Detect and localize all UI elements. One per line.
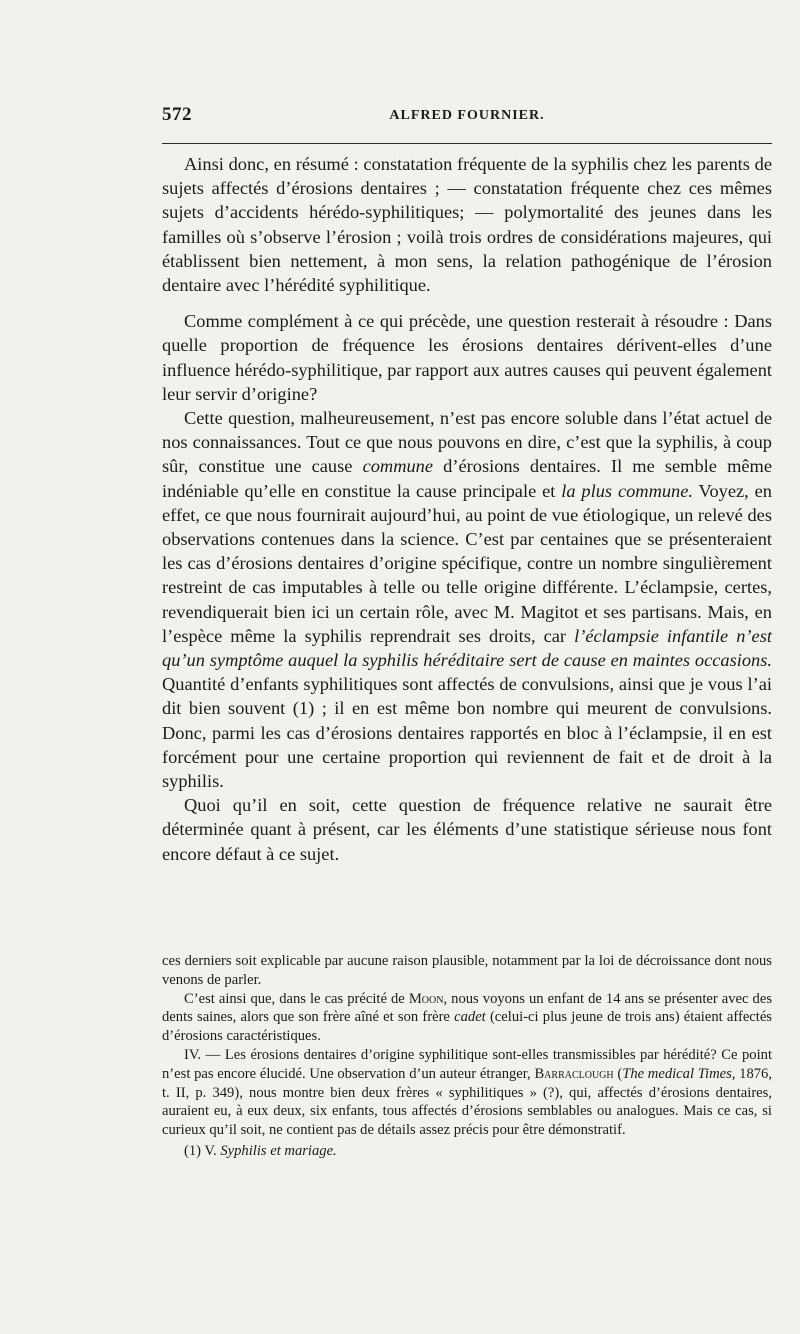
paragraph-answer <box>162 406 772 793</box>
text-span: (celui-ci plus jeune de trois ans) étaient affectés d’érosions caractéristiques. <box>162 1009 772 1045</box>
main-text <box>162 152 772 866</box>
note-section-iv <box>162 1046 772 1140</box>
text-span: Voyez, en effet, ce que nous fournirait aujourd’hui, au point de vue étiologique, un relevé des observations contenues dans la science. C’est par centaines que se présenteraient les cas d’érosions dentaires d’origine spécifique, contre un nombre singulièrement restreint de cas imputables à telle ou telle origine différente. L’éclampsie, certes, revendiquerait bien ici un certain rôle, avec M. Magitot et ses partisans. Mais, en l’espèce même la syphilis reprendrait ses droits, car <box>162 480 772 646</box>
note-continuation: ces derniers soit explicable par aucune raison plausible, notamment par la loi de décroissance dont nous venons de parler. <box>162 953 772 988</box>
text-span: C’est ainsi que, dans le cas précité de <box>184 990 409 1007</box>
footnote-title: Syphilis et mariage. <box>220 1142 337 1159</box>
footnote-marker: (1) V. <box>184 1142 221 1159</box>
text-span: Cette question, malheureusement, n’est pas encore soluble dans l’état actuel de nos connaissances. Tout ce que nous pouvons en dire, c’est que la syphilis, à coup sûr, constitue une cause <box>162 408 772 477</box>
running-head <box>162 104 772 134</box>
text-span: d’érosions dentaires. Il me semble même indéniable qu’elle en constitue la cause principale et <box>162 456 772 501</box>
text-span: ( <box>613 1065 623 1082</box>
notes-section <box>162 952 772 1161</box>
emphasis: l’éclampsie infantile n’est qu’un symptôme auquel la syphilis héréditaire sert de cause en maintes occasions. <box>162 625 772 671</box>
emphasis: la plus commune. <box>561 480 694 501</box>
text-span: , nous voyons un enfant de 14 ans se présenter avec des dents saines, alors que son frère aîné et son frère <box>162 990 772 1026</box>
text-span: Quantité d’enfants syphilitiques sont affectés de convulsions, ainsi que je vous l’ai dit bien souvent (1) ; il en est même bon nombre qui meurent de convulsions. Donc, parmi les cas d’érosions dentaires rapportés en bloc à l’éclampsie, il en est forcément pour une certaine proportion qui reviennent de fait et de droit à la syphilis. <box>162 674 772 792</box>
emphasis: commune <box>362 456 434 477</box>
emphasis: cadet <box>454 1009 486 1026</box>
author-name: Barraclough <box>534 1065 614 1082</box>
page-number: 572 <box>162 104 192 125</box>
text-span: IV. — Les érosions dentaires d’origine syphilitique sont-elles transmissibles par hérédité? Ce point n’est pas encore élucidé. Une observation d’un auteur étranger, <box>162 1046 772 1082</box>
paragraph-conclusion: Quoi qu’il en soit, cette question de fréquence relative ne saurait être déterminée quant à présent, car les éléments d’une statistique sérieuse nous font encore défaut à ce sujet. <box>162 795 772 864</box>
footnote <box>162 1142 772 1161</box>
paragraph-summary: Ainsi donc, en résumé : constatation fréquente de la syphilis chez les parents de sujets affectés d’érosions dentaires ; — constatation fréquente chez ces mêmes sujets d’accidents hérédo-syphilitiques; — polymortalité des jeunes dans les familles où s’observe l’érosion ; voilà trois ordres de considérations majeures, qui établissent bien nettement, à mon sens, la relation pathogénique de l’érosion dentaire avec l’hérédité syphilitique. <box>162 154 772 296</box>
author-name: Moon <box>408 990 444 1007</box>
paragraph-question: Comme complément à ce qui précède, une question resterait à résoudre : Dans quelle proportion de fréquence les érosions dentaires dérivent-elles d’une influence hérédo-syphilitique, par rapport aux autres causes qui peuvent également leur servir d’origine? <box>162 311 772 404</box>
running-title: ALFRED FOURNIER. <box>389 108 545 123</box>
note-moon-case <box>162 990 772 1046</box>
header-rule <box>162 143 772 144</box>
journal-title: The medical Times <box>622 1065 732 1082</box>
text-span: , 1876, t. II, p. 349), nous montre bien deux frères « syphilitiques » (?), qui, affectés d’érosions dentaires, auraient eu, à eux deux, six enfants, tous affectés d’érosions semblables ou analogues. Mais ce cas, si curieux qu’il soit, ne contient pas de détails assez précis pour être démonstratif. <box>162 1065 772 1139</box>
